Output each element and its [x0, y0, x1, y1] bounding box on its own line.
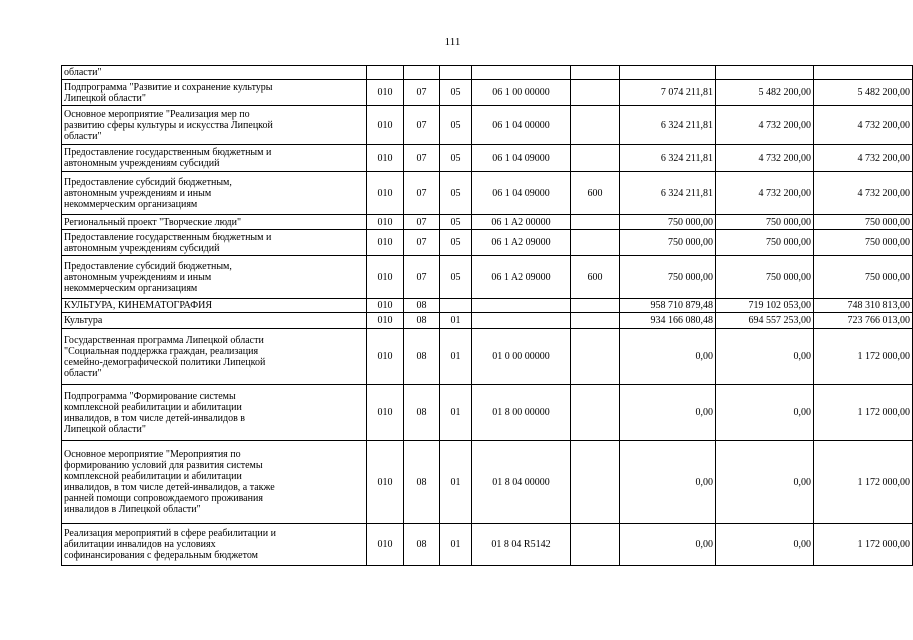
section-code: 07: [404, 230, 440, 256]
page-number: 111: [444, 36, 461, 48]
row-name: Культура: [62, 313, 367, 329]
subsection-code: 01: [440, 329, 472, 385]
amount-year-2: 5 482 200,00: [716, 80, 814, 106]
amount-year-3: 750 000,00: [814, 256, 913, 299]
section-code: 08: [404, 441, 440, 524]
table-row: [62, 230, 913, 256]
section-code: 07: [404, 106, 440, 145]
table-row: [62, 329, 913, 385]
section-code: 08: [404, 299, 440, 313]
ministry-code: 010: [367, 172, 404, 215]
amount-year-2: 4 732 200,00: [716, 145, 814, 172]
amount-year-2: 0,00: [716, 524, 814, 566]
subsection-code: 05: [440, 230, 472, 256]
table-row: [62, 524, 913, 566]
subsection-code: 05: [440, 256, 472, 299]
amount-year-3: 1 172 000,00: [814, 385, 913, 441]
ministry-code: 010: [367, 441, 404, 524]
subsection-code: 05: [440, 106, 472, 145]
row-name: Реализация мероприятий в сфере реабилитации и абилитации инвалидов на условиях софинансирования с федеральным бюджетом: [62, 524, 367, 566]
amount-year-3: 750 000,00: [814, 230, 913, 256]
amount-year-1: 750 000,00: [620, 215, 716, 230]
row-name: Государственная программа Липецкой области "Социальная поддержка граждан, реализация семейно-демографической политики Липецкой области": [62, 329, 367, 385]
target-article-code: 01 8 00 00000: [472, 385, 571, 441]
amount-year-2: 0,00: [716, 441, 814, 524]
row-name: области": [62, 66, 367, 80]
target-article-code: [472, 313, 571, 329]
expense-type-code: [571, 385, 620, 441]
target-article-code: [472, 299, 571, 313]
section-code: 08: [404, 385, 440, 441]
ministry-code: [367, 66, 404, 80]
amount-year-2: 719 102 053,00: [716, 299, 814, 313]
amount-year-1: 0,00: [620, 524, 716, 566]
amount-year-2: 694 557 253,00: [716, 313, 814, 329]
table-row: [62, 215, 913, 230]
section-code: 08: [404, 313, 440, 329]
ministry-code: 010: [367, 230, 404, 256]
table-row: [62, 385, 913, 441]
table-row: [62, 145, 913, 172]
expense-type-code: 600: [571, 172, 620, 215]
expense-type-code: [571, 106, 620, 145]
expense-type-code: [571, 299, 620, 313]
amount-year-3: 4 732 200,00: [814, 172, 913, 215]
amount-year-3: 5 482 200,00: [814, 80, 913, 106]
table-row: [62, 66, 913, 80]
amount-year-1: 934 166 080,48: [620, 313, 716, 329]
amount-year-3: 4 732 200,00: [814, 145, 913, 172]
row-name: Предоставление субсидий бюджетным, автономным учреждениям и иным некоммерческим организациям: [62, 256, 367, 299]
amount-year-1: 6 324 211,81: [620, 106, 716, 145]
amount-year-2: 750 000,00: [716, 256, 814, 299]
ministry-code: 010: [367, 145, 404, 172]
row-name: Основное мероприятие "Реализация мер по развитию сферы культуры и искусства Липецкой области": [62, 106, 367, 145]
table-row: [62, 313, 913, 329]
row-name: Подпрограмма "Формирование системы комплексной реабилитации и абилитации инвалидов, в том числе детей-инвалидов в Липецкой области": [62, 385, 367, 441]
ministry-code: 010: [367, 106, 404, 145]
ministry-code: 010: [367, 299, 404, 313]
expense-type-code: [571, 80, 620, 106]
amount-year-1: [620, 66, 716, 80]
amount-year-2: [716, 66, 814, 80]
expense-type-code: [571, 313, 620, 329]
amount-year-3: 1 172 000,00: [814, 524, 913, 566]
amount-year-3: 750 000,00: [814, 215, 913, 230]
row-name: Предоставление государственным бюджетным и автономным учреждениям субсидий: [62, 145, 367, 172]
amount-year-3: 1 172 000,00: [814, 329, 913, 385]
amount-year-1: 7 074 211,81: [620, 80, 716, 106]
section-code: [404, 66, 440, 80]
expense-type-code: [571, 145, 620, 172]
table-row: [62, 172, 913, 215]
amount-year-1: 750 000,00: [620, 230, 716, 256]
ministry-code: 010: [367, 215, 404, 230]
expense-type-code: 600: [571, 256, 620, 299]
section-code: 08: [404, 524, 440, 566]
expense-type-code: [571, 329, 620, 385]
section-code: 07: [404, 80, 440, 106]
section-code: 07: [404, 145, 440, 172]
target-article-code: 06 1 04 00000: [472, 106, 571, 145]
amount-year-2: 0,00: [716, 329, 814, 385]
expense-type-code: [571, 230, 620, 256]
amount-year-2: 750 000,00: [716, 215, 814, 230]
subsection-code: [440, 66, 472, 80]
target-article-code: 06 1 A2 09000: [472, 256, 571, 299]
target-article-code: 06 1 04 09000: [472, 145, 571, 172]
row-name: Предоставление субсидий бюджетным, автономным учреждениям и иным некоммерческим организациям: [62, 172, 367, 215]
section-code: 07: [404, 172, 440, 215]
row-name: Региональный проект "Творческие люди": [62, 215, 367, 230]
amount-year-1: 0,00: [620, 329, 716, 385]
subsection-code: 05: [440, 172, 472, 215]
amount-year-2: 750 000,00: [716, 230, 814, 256]
table-row: [62, 441, 913, 524]
subsection-code: 05: [440, 145, 472, 172]
subsection-code: 05: [440, 80, 472, 106]
amount-year-2: 4 732 200,00: [716, 172, 814, 215]
subsection-code: 01: [440, 524, 472, 566]
amount-year-3: 4 732 200,00: [814, 106, 913, 145]
target-article-code: 06 1 A2 00000: [472, 215, 571, 230]
amount-year-1: 0,00: [620, 385, 716, 441]
amount-year-2: 4 732 200,00: [716, 106, 814, 145]
target-article-code: 06 1 A2 09000: [472, 230, 571, 256]
target-article-code: 01 8 04 00000: [472, 441, 571, 524]
amount-year-3: 723 766 013,00: [814, 313, 913, 329]
subsection-code: 01: [440, 313, 472, 329]
subsection-code: 01: [440, 441, 472, 524]
ministry-code: 010: [367, 256, 404, 299]
target-article-code: 01 8 04 R5142: [472, 524, 571, 566]
table-row: [62, 106, 913, 145]
target-article-code: 06 1 00 00000: [472, 80, 571, 106]
section-code: 07: [404, 256, 440, 299]
section-code: 07: [404, 215, 440, 230]
ministry-code: 010: [367, 313, 404, 329]
section-code: 08: [404, 329, 440, 385]
ministry-code: 010: [367, 385, 404, 441]
ministry-code: 010: [367, 329, 404, 385]
target-article-code: [472, 66, 571, 80]
amount-year-1: 750 000,00: [620, 256, 716, 299]
row-name: Предоставление государственным бюджетным и автономным учреждениям субсидий: [62, 230, 367, 256]
row-name: Основное мероприятие "Мероприятия по формированию условий для развития системы комплексной реабилитации и абилитации инвалидов, в том числе детей-инвалидов, а также ранней помощи сопровождаемого проживания инвалидов в Липецкой области": [62, 441, 367, 524]
table-row: [62, 256, 913, 299]
amount-year-3: [814, 66, 913, 80]
row-name: КУЛЬТУРА, КИНЕМАТОГРАФИЯ: [62, 299, 367, 313]
ministry-code: 010: [367, 524, 404, 566]
amount-year-1: 0,00: [620, 441, 716, 524]
row-name: Подпрограмма "Развитие и сохранение культуры Липецкой области": [62, 80, 367, 106]
subsection-code: 01: [440, 385, 472, 441]
amount-year-3: 1 172 000,00: [814, 441, 913, 524]
amount-year-1: 6 324 211,81: [620, 172, 716, 215]
expense-type-code: [571, 215, 620, 230]
amount-year-3: 748 310 813,00: [814, 299, 913, 313]
expense-type-code: [571, 524, 620, 566]
amount-year-1: 6 324 211,81: [620, 145, 716, 172]
amount-year-1: 958 710 879,48: [620, 299, 716, 313]
subsection-code: [440, 299, 472, 313]
subsection-code: 05: [440, 215, 472, 230]
amount-year-2: 0,00: [716, 385, 814, 441]
expense-type-code: [571, 66, 620, 80]
budget-table: [61, 65, 913, 566]
target-article-code: 01 0 00 00000: [472, 329, 571, 385]
expense-type-code: [571, 441, 620, 524]
ministry-code: 010: [367, 80, 404, 106]
target-article-code: 06 1 04 09000: [472, 172, 571, 215]
table-row: [62, 80, 913, 106]
table-row: [62, 299, 913, 313]
